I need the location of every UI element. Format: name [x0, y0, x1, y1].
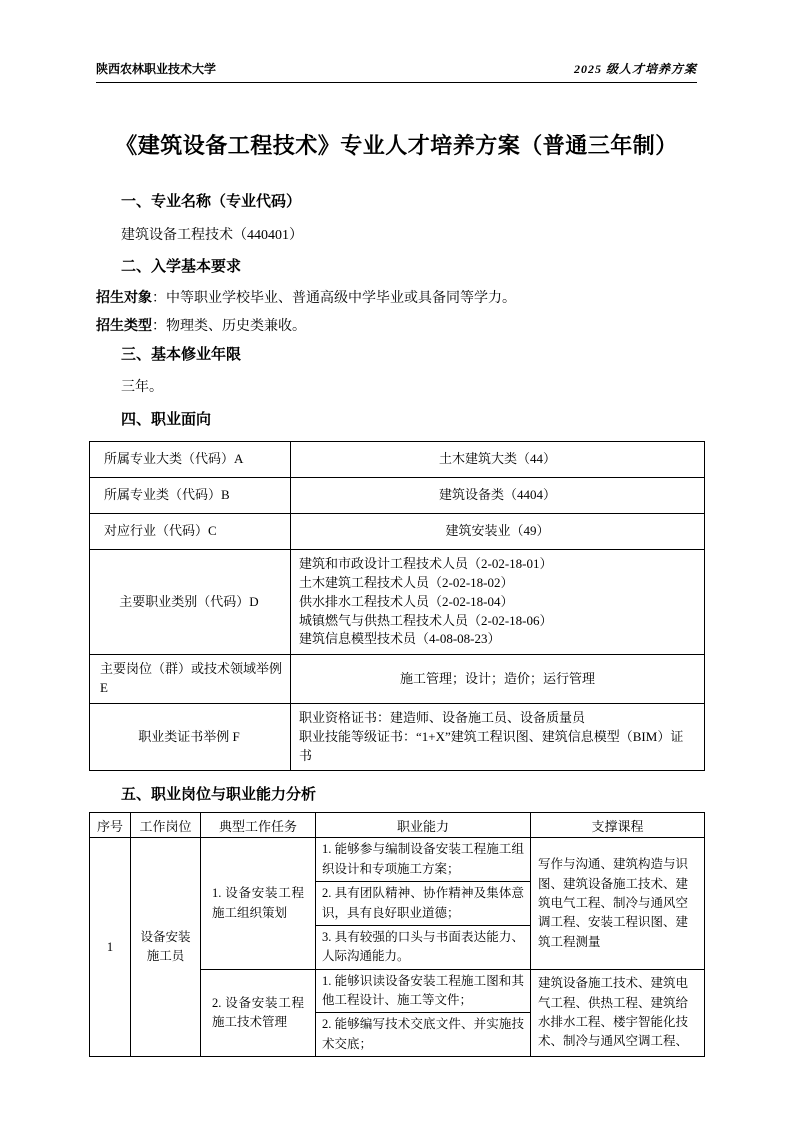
ability-cell: 3. 具有较强的口头与书面表达能力、人际沟通能力。 [316, 925, 531, 969]
table-row-main-posts [90, 655, 705, 704]
table-row-occupation-categories [90, 550, 705, 655]
certificate-line: 职业资格证书：建造师、设备施工员、设备质量员 [299, 709, 586, 725]
admission-target-label: 招生对象 [96, 291, 152, 307]
courses-cell: 建筑设备施工技术、建筑电气工程、供热工程、建筑给水排水工程、楼宇智能化技术、制冷与通风空调工程、 [531, 969, 705, 1057]
career-orientation-table [89, 441, 705, 771]
table-row-certificates [90, 703, 705, 771]
career-row-value: 建筑安装业（49） [291, 514, 705, 550]
table-row-industry [90, 514, 705, 550]
career-row-value: 土木建筑大类（44） [291, 442, 705, 478]
career-row-label: 主要职业类别（代码）D [90, 550, 291, 655]
career-row-value [291, 550, 705, 655]
analysis-header-row [90, 813, 705, 838]
career-row-label: 主要岗位（群）或技术领域举例 E [90, 655, 291, 704]
task-cell: 2. 设备安装工程施工技术管理 [201, 969, 316, 1057]
header-school-name: 陕西农林职业技术大学 [96, 62, 217, 76]
job-ability-analysis-table [89, 812, 705, 1057]
section-1-heading: 一、专业名称（专业代码） [121, 194, 302, 211]
certificate-line: 职业技能等级证书：“1+X”建筑工程识图、建筑信息模型（BIM）证书 [299, 728, 684, 763]
section-2-heading: 二、入学基本要求 [121, 259, 242, 276]
column-header-post: 工作岗位 [131, 813, 201, 838]
career-row-label: 对应行业（代码）C [90, 514, 291, 550]
study-duration: 三年。 [121, 380, 163, 396]
table-row-major-category [90, 442, 705, 478]
career-row-value: 建筑设备类（4404） [291, 478, 705, 514]
column-header-courses: 支撑课程 [531, 813, 705, 838]
career-row-label: 职业类证书举例 F [90, 703, 291, 771]
page-header [96, 60, 697, 83]
admission-type-line [96, 317, 697, 337]
career-row-label: 所属专业类（代码）B [90, 478, 291, 514]
header-doc-label: 2025 级人才培养方案 [573, 62, 697, 76]
courses-cell: 写作与沟通、建筑构造与识图、建筑设备施工技术、建筑电气工程、制冷与通风空调工程、安装工程识图、建筑工程测量 [531, 838, 705, 969]
admission-target-text: ：中等职业学校毕业、普通高级中学毕业或具备同等学力。 [152, 291, 516, 307]
major-name-code: 建筑设备工程技术（440401） [121, 228, 303, 244]
column-header-task: 典型工作任务 [201, 813, 316, 838]
admission-type-text: ：物理类、历史类兼收。 [152, 319, 306, 335]
analysis-row [90, 838, 705, 882]
career-row-value [291, 703, 705, 771]
section-3-heading: 三、基本修业年限 [121, 347, 242, 364]
occupation-line: 建筑信息模型技术员（4-08-08-23） [299, 631, 501, 647]
occupation-line: 建筑和市政设计工程技术人员（2-02-18-01） [299, 556, 553, 572]
ability-cell: 1. 能够识读设备安装工程施工图和其他工程设计、施工等文件； [316, 969, 531, 1013]
occupation-line: 城镇燃气与供热工程技术人员（2-02-18-06） [299, 612, 553, 628]
career-row-label: 所属专业大类（代码）A [90, 442, 291, 478]
section-5-heading: 五、职业岗位与职业能力分析 [121, 787, 317, 804]
occupation-line: 供水排水工程技术人员（2-02-18-04） [299, 593, 514, 609]
career-row-value: 施工管理；设计；造价；运行管理 [291, 655, 705, 704]
occupation-line: 土木建筑工程技术人员（2-02-18-02） [299, 574, 514, 590]
ability-cell: 1. 能够参与编制设备安装工程施工组织设计和专项施工方案； [316, 838, 531, 882]
column-header-ability: 职业能力 [316, 813, 531, 838]
seq-cell: 1 [90, 838, 131, 1057]
ability-cell: 2. 能够编写技术交底文件、并实施技术交底； [316, 1013, 531, 1057]
column-header-seq: 序号 [90, 813, 131, 838]
table-row-major-class [90, 478, 705, 514]
admission-type-label: 招生类型 [96, 319, 152, 335]
document-title: 《建筑设备工程技术》专业人才培养方案（普通三年制） [115, 133, 678, 158]
admission-target-line [96, 289, 697, 309]
post-cell: 设备安装施工员 [131, 838, 201, 1057]
ability-cell: 2. 具有团队精神、协作精神及集体意识，具有良好职业道德； [316, 882, 531, 926]
section-4-heading: 四、职业面向 [121, 412, 212, 429]
task-cell: 1. 设备安装工程施工组织策划 [201, 838, 316, 969]
